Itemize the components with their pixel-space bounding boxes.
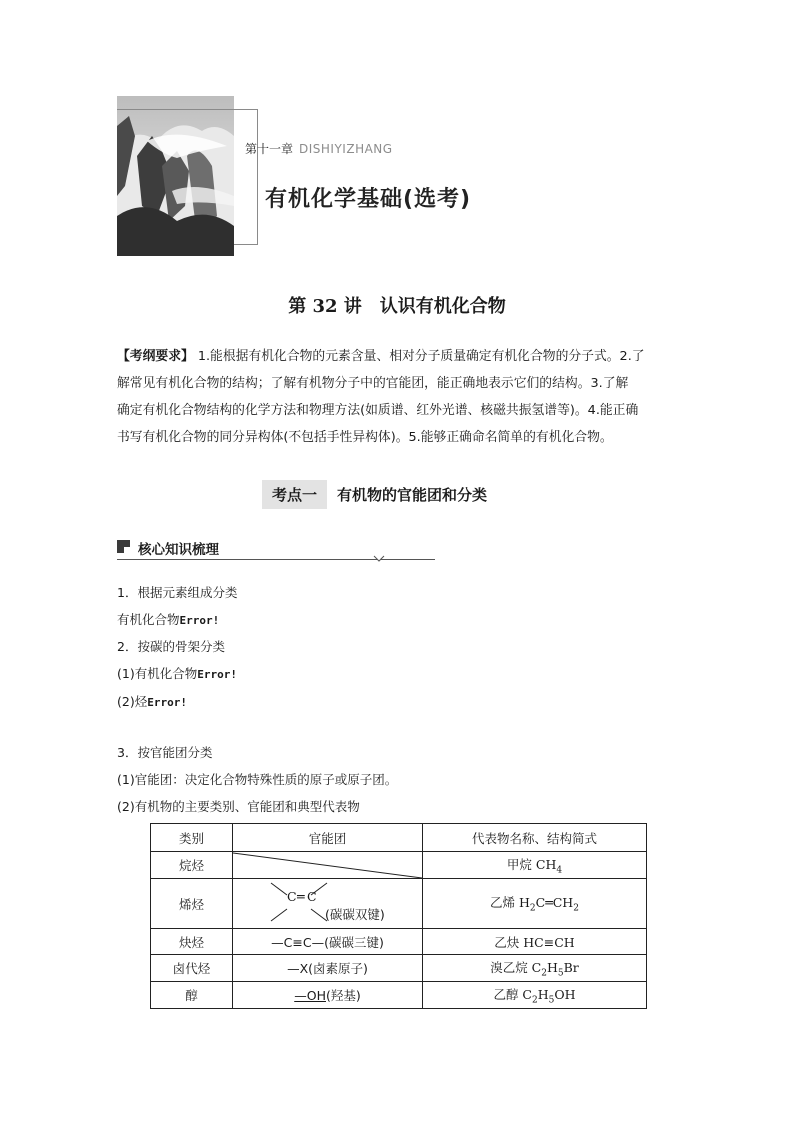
section-1-title: 1．根据元素组成分类 [117, 585, 238, 600]
header-representative: 代表物名称、结构简式 [423, 824, 647, 852]
section-2a-text: (1)有机化合物 [117, 666, 198, 681]
rep-subscript: 2 [529, 903, 536, 914]
rep-subscript: 5 [548, 995, 555, 1006]
chevron-down-icon [373, 555, 385, 563]
core-knowledge-header [117, 537, 435, 561]
rep-subscript: 5 [557, 968, 564, 979]
section-3-title: 3．按官能团分类 [117, 745, 213, 760]
section-1-text: 有机化合物 [117, 612, 180, 627]
bond-double: ═ [297, 889, 305, 904]
requirements-line-2: 解常见有机化合物的结构；了解有机物分子中的官能团，能正确地表示它们的结构。3.了解 [117, 376, 629, 391]
rep-subscript: 2 [532, 995, 538, 1006]
section-1-line [117, 610, 219, 628]
cell-functional-group: —X(卤素原子) [233, 955, 423, 982]
error-text: Error! [179, 614, 220, 627]
cell-functional-group [233, 982, 423, 1009]
table-row [151, 929, 647, 955]
section-divider [117, 559, 435, 560]
chapter-title: 有机化学基础(选考) [265, 187, 472, 212]
table-header-row [151, 824, 647, 852]
cell-representative: 乙炔 HC≡CH [423, 929, 647, 955]
cell-category: 醇 [151, 982, 233, 1009]
table-row [151, 879, 647, 929]
diagonal-slash [233, 852, 422, 879]
core-title: 核心知识梳理 [138, 542, 219, 558]
requirements-label: 【考纲要求】 [117, 349, 194, 364]
rep-text: 乙醇 C [493, 986, 532, 1002]
chapter-label [245, 140, 393, 157]
chapter-landscape-image [117, 96, 234, 256]
rep-text: H [546, 959, 558, 975]
bond-note: (碳碳双键) [325, 907, 385, 922]
error-text: Error! [197, 668, 237, 681]
rep-text: Br [563, 959, 579, 975]
cell-category: 卤代烃 [151, 955, 233, 982]
section-2-title: 2．按碳的骨架分类 [117, 639, 225, 654]
cell-category: 烷烃 [151, 852, 233, 879]
cell-representative [423, 955, 647, 982]
cell-representative [423, 852, 647, 879]
rep-text: 乙烯 H [490, 895, 530, 911]
cell-functional-group-empty [233, 852, 423, 879]
square-icon-cutout [124, 547, 130, 553]
section-2b-text: (2)烃 [117, 694, 148, 709]
rep-subscript: 2 [573, 903, 579, 914]
chapter-number: 第十一章 [245, 142, 294, 156]
kaodian-title: 有机物的官能团和分类 [337, 486, 488, 504]
header-category: 类别 [151, 824, 233, 852]
bond-atom-right: C [307, 889, 317, 904]
cell-category: 烯烃 [151, 879, 233, 929]
requirements-line-1 [117, 343, 677, 370]
cell-functional-group [233, 879, 423, 929]
section-3b-line: (2)有机物的主要类别、官能团和典型代表物 [117, 799, 360, 814]
rep-text: C═CH [535, 895, 574, 911]
kaodian-tag: 考点一 [262, 480, 327, 509]
exam-requirements [117, 343, 677, 451]
error-text: Error! [147, 696, 187, 709]
table-row [151, 852, 647, 879]
chapter-pinyin: DISHIYIZHANG [299, 142, 393, 156]
cell-representative [423, 879, 647, 929]
lecture-title: 第 32 讲 认识有机化合物 [288, 296, 506, 317]
rep-text: H [537, 986, 549, 1002]
rep-subscript: 2 [541, 968, 547, 979]
kaodian-heading [262, 480, 487, 509]
fg-hydroxyl: —OH [294, 988, 326, 1003]
bond-atom-left: C [287, 889, 297, 904]
double-bond-structure [269, 881, 329, 927]
requirements-text-1: 1.能根据有机化合物的元素含量、相对分子质量确定有机化合物的分子式。2.了 [193, 349, 645, 364]
rep-text: OH [554, 986, 576, 1002]
requirements-line-3: 确定有机化合物结构的化学方法和物理方法(如质谱、红外光谱、核磁共振氢谱等)。4.能正确 [117, 403, 639, 418]
rep-subscript: 4 [556, 865, 563, 876]
requirements-line-4: 书写有机化合物的同分异构体(不包括手性异构体)。5.能够正确命名简单的有机化合物。 [117, 430, 613, 445]
chapter-frame [234, 109, 258, 245]
table-row [151, 982, 647, 1009]
cell-functional-group: —C≡C—(碳碳三键) [233, 929, 423, 955]
cell-category: 炔烃 [151, 929, 233, 955]
rep-text: 溴乙烷 C [490, 959, 542, 975]
header-functional-group: 官能团 [233, 824, 423, 852]
cell-representative [423, 982, 647, 1009]
rep-text: 甲烷 CH [506, 856, 557, 872]
section-2a-line [117, 664, 237, 682]
functional-group-table [150, 823, 647, 1009]
fg-note: (羟基) [325, 988, 361, 1003]
section-3a-line: (1)官能团：决定化合物特殊性质的原子或原子团。 [117, 772, 398, 787]
section-2b-line [117, 692, 187, 710]
table-row [151, 955, 647, 982]
